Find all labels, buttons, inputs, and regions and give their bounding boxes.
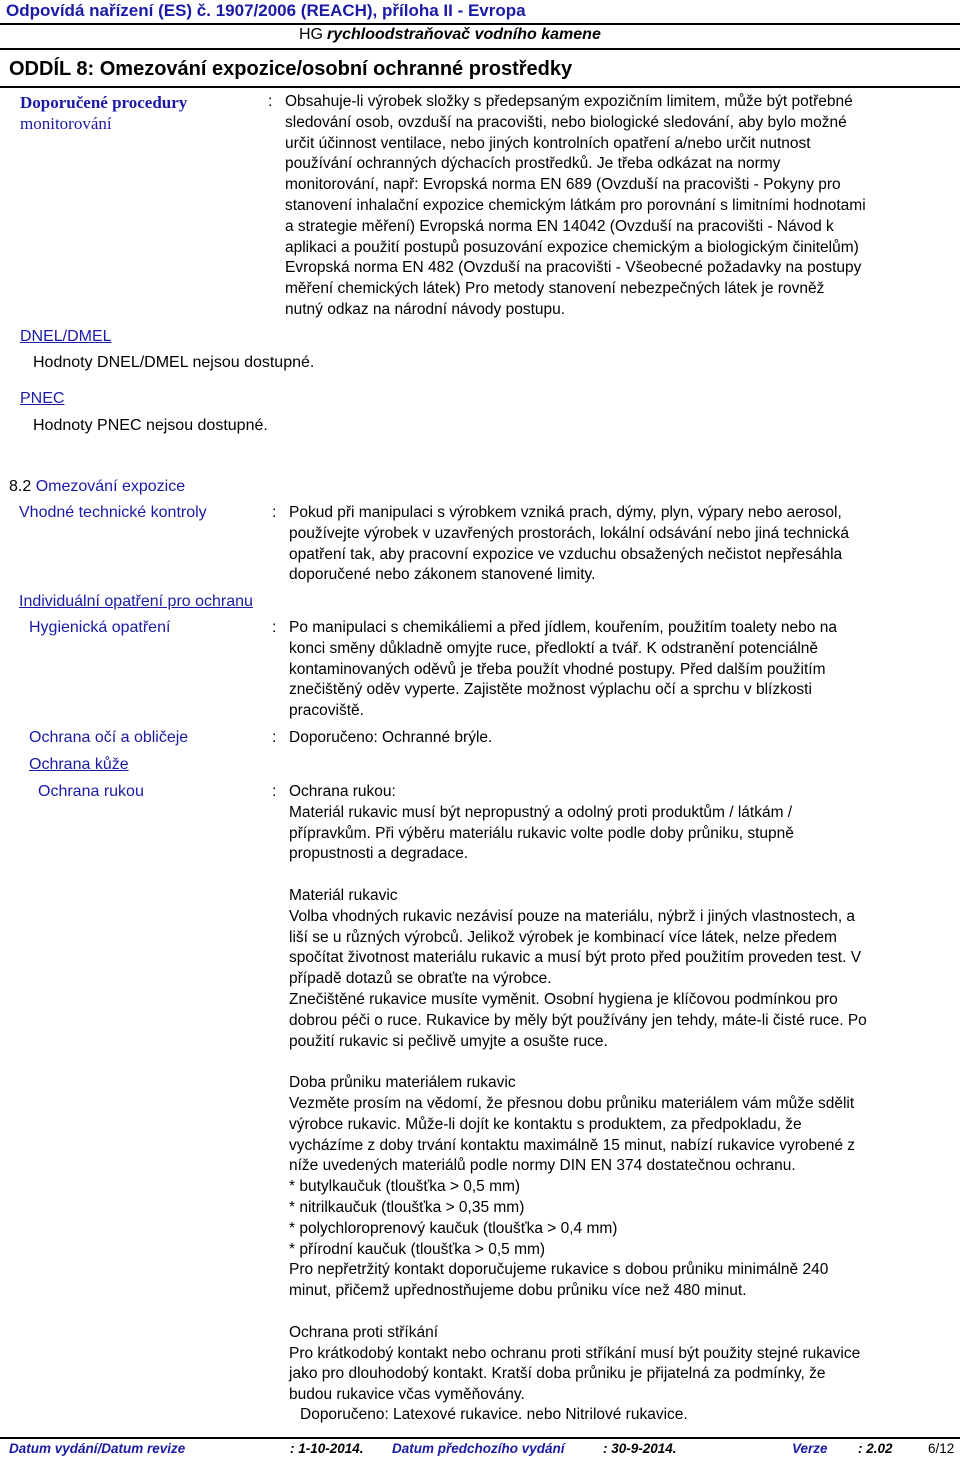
text-line: pracoviště. xyxy=(289,702,364,720)
text-line: Vezměte prosím na vědomí, že přesnou dobu průniku materiálem vám může sdělit xyxy=(289,1094,855,1112)
text-line: výrobce rukavic. Může-li dojít ke kontaktu s produktem, za předpokladu, že xyxy=(289,1115,802,1133)
product-header xyxy=(299,26,601,44)
text-line: kontaminovaných oděvů je třeba použít vhodné postupy. Před dalším použitím xyxy=(289,660,826,678)
section-title: ODDÍL 8: Omezování expozice/osobní ochranné prostředky xyxy=(9,58,573,80)
text-line: jako pro dlouhodobý kontakt. Kratší doba průniku je přijatelná za podmínky, že xyxy=(289,1365,826,1383)
hand-protection-label: Ochrana rukou xyxy=(38,783,144,800)
text-line: * polychloroprenový kaučuk (tloušťka > 0,4 mm) xyxy=(289,1219,618,1237)
previous-date-value: : 30-9-2014. xyxy=(603,1441,677,1456)
individual-protection-title: Individuální opatření pro ochranu xyxy=(19,593,253,610)
text-line: Po manipulaci s chemikáliemi a před jídlem, kouřením, použitím toalety nebo na xyxy=(289,619,837,636)
monitoring-line: měření chemických látek) Pro metody stanovení nebezpečných látek je rovněž xyxy=(285,280,825,298)
monitoring-text xyxy=(285,92,955,321)
monitoring-line: aplikaci a použití postupů posuzování expozice chemickým a biologickým činitelům) xyxy=(285,238,859,256)
eye-protection-text: Doporučeno: Ochranné brýle. xyxy=(289,729,493,746)
monitoring-line: Obsahuje-li výrobek složky s předepsaným expozičním limitem, může být potřebné xyxy=(285,93,853,110)
text-line: Znečištěné rukavice musíte vyměnit. Osobní hygiena je klíčovou podmínkou pro xyxy=(289,990,838,1008)
dnel-title: DNEL/DMEL xyxy=(20,328,112,345)
pnec-title: PNEC xyxy=(20,390,65,407)
text-line: liší se u různých výrobců. Jelikož výrobek je kombinací více látek, nelze předem xyxy=(289,928,837,946)
text-line: níže uvedených materiálů podle normy DIN EN 374 dostatečnou ochranu. xyxy=(289,1157,796,1175)
subsection-title: Omezování expozice xyxy=(31,478,186,495)
header-rule xyxy=(0,23,960,25)
skin-protection-label: Ochrana kůže xyxy=(29,756,129,773)
brand-name: HG xyxy=(299,26,323,43)
text-line: Doba průniku materiálem rukavic xyxy=(289,1074,516,1092)
text-line: Materiál rukavic xyxy=(289,886,398,904)
text-line: případě dotazů se obraťte na výrobce. xyxy=(289,970,552,988)
product-name: rychloodstraňovač vodního kamene xyxy=(327,26,601,43)
hygiene-label: Hygienická opatření xyxy=(29,619,171,636)
technical-controls-text xyxy=(289,503,954,586)
monitoring-line: a strategie měření) Evropská norma EN 14042 (Ovzduší na pracovišti - Návod k xyxy=(285,217,834,235)
text-line: vycházíme z doby trvání kontaktu maximálně 15 minut, nabízí rukavice vyrobené z xyxy=(289,1136,856,1154)
recommended-gloves: Doporučeno: Latexové rukavice. nebo Nitrilové rukavice. xyxy=(300,1406,688,1423)
text-line: používejte výrobek v uzavřených prostorách, lokální odsávání nebo jiná technická xyxy=(289,524,850,542)
text-line: použití rukavic si pečlivě umyjte a osušte ruce. xyxy=(289,1032,608,1050)
footer-rule xyxy=(0,1437,960,1439)
text-line: dobrou péči o ruce. Rukavice by měly být používány jen tehdy, máte-li čisté ruce. Po xyxy=(289,1011,867,1029)
page-number: 6/12 xyxy=(928,1441,955,1456)
text-line: budou rukavice včas vyměňovány. xyxy=(289,1386,525,1404)
paragraph-gap xyxy=(289,1302,954,1323)
paragraph-gap xyxy=(289,1052,954,1073)
technical-colon: : xyxy=(272,504,277,521)
section-title-rule xyxy=(0,86,960,88)
text-line: spočítat životnost materiálu rukavic a musí být proto před použitím proveden test. V xyxy=(289,949,862,967)
text-line: * butylkaučuk (tloušťka > 0,5 mm) xyxy=(289,1178,521,1196)
text-line: propustnosti a degradace. xyxy=(289,845,469,863)
text-line: * přírodní kaučuk (tloušťka > 0,5 mm) xyxy=(289,1240,546,1258)
pnec-text: Hodnoty PNEC nejsou dostupné. xyxy=(33,417,268,434)
text-line: Ochrana proti stříkání xyxy=(289,1323,439,1341)
technical-controls-label: Vhodné technické kontroly xyxy=(19,504,207,521)
version-value: : 2.02 xyxy=(858,1441,893,1456)
text-line: Pokud při manipulaci s výrobkem vzniká prach, dýmy, plyn, výpary nebo aerosol, xyxy=(289,504,842,521)
monitoring-line: používání ochranných dýchacích prostředků. Je třeba odkázat na normy xyxy=(285,155,781,173)
previous-date-label: Datum předchozího vydání xyxy=(392,1441,565,1456)
text-line: konci směny důkladně omyjte ruce, předloktí a tvář. K odstranění potenciálně xyxy=(289,639,819,657)
monitoring-line: nutný odkaz na národní návody postupu. xyxy=(285,300,566,318)
eye-protection-label: Ochrana očí a obličeje xyxy=(29,729,189,746)
version-label: Verze xyxy=(792,1441,828,1456)
monitoring-line: stanovení inhalační expozice chemickým látkám pro porovnání s limitními hodnotami xyxy=(285,196,866,214)
hand-colon: : xyxy=(272,783,277,800)
monitoring-line: Evropská norma EN 482 (Ovzduší na pracovišti - Všeobecné požadavky na postupy xyxy=(285,259,862,277)
text-line: minut, přičemž upřednostňujeme dobu průniku více než 480 minut. xyxy=(289,1282,747,1300)
text-line: Ochrana rukou: xyxy=(289,783,396,800)
regulation-header: Odpovídá nařízení (ES) č. 1907/2006 (REACH), příloha II - Evropa xyxy=(6,1,526,20)
dnel-text: Hodnoty DNEL/DMEL nejsou dostupné. xyxy=(33,354,315,371)
text-line: doporučené nebo zákonem stanovené limity. xyxy=(289,566,596,584)
hygiene-text xyxy=(289,618,954,722)
hygiene-colon: : xyxy=(272,619,277,636)
text-line: * nitrilkaučuk (tloušťka > 0,35 mm) xyxy=(289,1198,525,1216)
monitoring-line: určit účinnost ventilace, nebo jiných kontrolních opatření a/nebo určit nutnost xyxy=(285,134,811,152)
text-line: znečištěný oděv vyperte. Zajistěte možnost výplachu očí a sprchu v blízkosti xyxy=(289,681,812,699)
monitoring-label-line1: Doporučené procedury xyxy=(20,93,188,112)
issue-date-label: Datum vydání/Datum revize xyxy=(9,1441,186,1456)
eye-colon: : xyxy=(272,729,277,746)
hand-protection-text xyxy=(289,782,954,1406)
exposure-controls-title xyxy=(9,477,185,498)
text-line: Materiál rukavic musí být nepropustný a odolný proti produktům / látkám / xyxy=(289,803,793,821)
issue-date-value: : 1-10-2014. xyxy=(290,1441,364,1456)
section-top-rule xyxy=(0,48,960,50)
text-line: Pro nepřetržitý kontakt doporučujeme rukavice s dobou průniku minimálně 240 xyxy=(289,1261,829,1279)
monitoring-line: monitorování, např: Evropská norma EN 689 (Ovzduší na pracovišti - Pokyny pro xyxy=(285,176,841,194)
text-line: přípravkům. Při výběru materiálu rukavic volte podle doby průniku, stupně xyxy=(289,824,794,842)
text-line: Volba vhodných rukavic nezávisí pouze na materiálu, nýbrž i jiných vlastnostech, a xyxy=(289,907,856,925)
monitoring-colon: : xyxy=(268,93,273,110)
text-line: Pro krátkodobý kontakt nebo ochranu proti stříkání musí být použity stejné rukavice xyxy=(289,1344,861,1362)
text-line: opatření tak, aby pracovní expozice ve vzduchu obsažených nečistot nepřesáhla xyxy=(289,545,843,563)
subsection-number: 8.2 xyxy=(9,478,32,495)
paragraph-gap xyxy=(289,865,954,886)
monitoring-line: sledování osob, ovzduší na pracovišti, nebo biologické sledování, aby bylo možné xyxy=(285,113,847,131)
monitoring-label-line2: monitorování xyxy=(20,114,112,133)
